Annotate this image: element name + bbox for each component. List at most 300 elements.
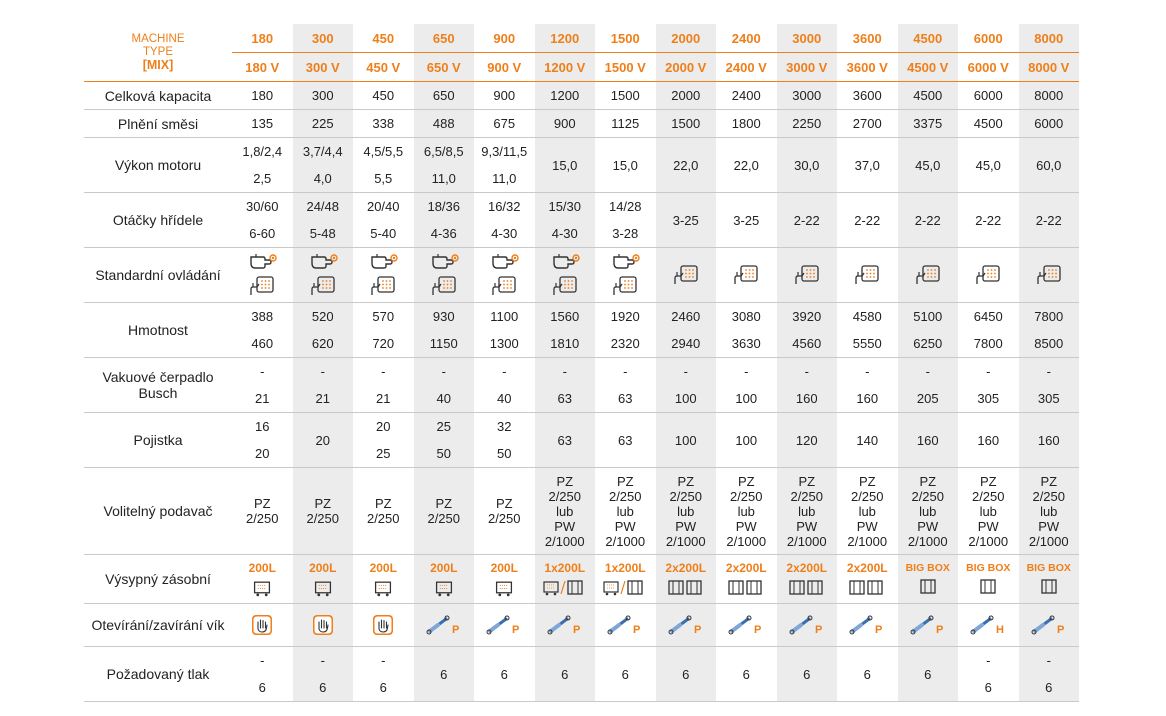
- hopper-label: 1x200L: [604, 561, 646, 575]
- stacked-values: [777, 358, 838, 412]
- feeder-line: PW: [917, 518, 939, 534]
- feeder-line: 2/250: [366, 511, 400, 526]
- value-cell: 2-22: [898, 193, 959, 248]
- feeder-line: PZ: [556, 473, 574, 489]
- feeder-line: lub: [979, 503, 997, 519]
- hopper-label: 2x200L: [786, 561, 828, 575]
- stacked-values: [232, 303, 293, 357]
- value-cell: [474, 358, 535, 413]
- value-cell: [837, 555, 898, 604]
- hopper-label: 2x200L: [846, 561, 888, 575]
- value-cell: [474, 604, 535, 647]
- hopper-icon: [535, 579, 596, 597]
- value-bottom: 1300: [489, 336, 519, 351]
- row-label: Celková kapacita: [84, 82, 232, 110]
- feeder-values: [837, 474, 898, 549]
- value-bottom: 50: [436, 446, 451, 461]
- value-cell: [232, 555, 293, 604]
- value-bottom: 5-48: [309, 226, 336, 241]
- feeder-line: 2/1000: [968, 533, 1009, 549]
- value-cell: [414, 468, 475, 555]
- model-header: 2400: [716, 24, 777, 53]
- touch-panel-icon: [353, 275, 414, 302]
- model-header: 1500: [595, 24, 656, 53]
- value-cell: [474, 413, 535, 468]
- value-cell: [656, 303, 717, 358]
- stacked-values: [353, 413, 414, 467]
- feeder-values: [716, 474, 777, 549]
- value-cell: 160: [898, 413, 959, 468]
- value-bottom: 2320: [610, 336, 640, 351]
- value-cell: [414, 358, 475, 413]
- value-top: 3920: [792, 309, 822, 324]
- stacked-values: [656, 303, 717, 357]
- stacked-values: [898, 358, 959, 412]
- model-header: 6000: [958, 24, 1019, 53]
- value-bottom: 63: [618, 391, 633, 406]
- stacked-values: [414, 193, 475, 247]
- value-top: 7800: [1034, 309, 1064, 324]
- value-cell: 338: [353, 110, 414, 138]
- stacked-values: [414, 358, 475, 412]
- stacked-values: [1019, 303, 1080, 357]
- model-header: 3600: [837, 24, 898, 53]
- feeder-line: PZ: [495, 496, 513, 511]
- hopper-icon: [474, 579, 535, 597]
- table-row: [84, 555, 1079, 604]
- feeder-line: 2/250: [850, 488, 884, 504]
- stacked-values: [535, 193, 596, 247]
- svg-text:P: P: [693, 624, 702, 636]
- value-cell: [353, 248, 414, 303]
- feeder-line: 2/1000: [847, 533, 888, 549]
- row-label: Otevírání/zavírání vík: [84, 604, 232, 647]
- hopper-icon: [293, 579, 354, 597]
- hopper-label: 200L: [309, 561, 337, 575]
- value-cell: [595, 555, 656, 604]
- table-row: [84, 193, 1079, 248]
- value-cell: [656, 604, 717, 647]
- value-cell: 63: [535, 413, 596, 468]
- table-row: [84, 647, 1079, 702]
- value-bottom: 6-60: [249, 226, 276, 241]
- value-top: 5100: [913, 309, 943, 324]
- type-header: 1200 V: [535, 53, 596, 82]
- value-top: 4,5/5,5: [363, 144, 404, 159]
- row-label: Standardní ovládání: [84, 248, 232, 303]
- feeder-line: 2/250: [790, 488, 824, 504]
- value-top: -: [623, 364, 628, 379]
- mix-label-text: [MIX]: [142, 57, 174, 72]
- table-row: [84, 248, 1079, 303]
- value-cell: [414, 248, 475, 303]
- value-bottom: 160: [856, 391, 879, 406]
- touch-panel-icon: [535, 275, 596, 302]
- model-header: 4500: [898, 24, 959, 53]
- feeder-line: 2/250: [608, 488, 642, 504]
- value-cell: 1125: [595, 110, 656, 138]
- type-header: 4500 V: [898, 53, 959, 82]
- value-bottom: 21: [315, 391, 330, 406]
- value-cell: [414, 138, 475, 193]
- value-top: 24/48: [306, 199, 340, 214]
- value-cell: 3000: [777, 82, 838, 110]
- hopper-label: 2x200L: [725, 561, 767, 575]
- feeder-values: [898, 474, 959, 549]
- type-row: [84, 53, 1079, 82]
- value-bottom: 5,5: [374, 171, 393, 186]
- value-cell: [958, 358, 1019, 413]
- touch-panel-icon: [777, 264, 838, 286]
- value-cell: [595, 303, 656, 358]
- value-cell: [898, 604, 959, 647]
- value-cell: [1019, 647, 1080, 702]
- value-cell: 1200: [535, 82, 596, 110]
- value-cell: 1500: [656, 110, 717, 138]
- type-header: 3600 V: [837, 53, 898, 82]
- touch-panel-icon: [595, 275, 656, 302]
- feeder-values: [293, 496, 354, 526]
- feeder-line: PW: [614, 518, 636, 534]
- value-top: 16: [255, 419, 270, 434]
- feeder-line: lub: [858, 503, 876, 519]
- hand-button-icon: [232, 248, 293, 275]
- value-bottom: 4-36: [430, 226, 457, 241]
- value-top: 520: [311, 309, 334, 324]
- svg-text:P: P: [814, 624, 823, 636]
- value-cell: 22,0: [656, 138, 717, 193]
- header-row: [84, 24, 1079, 53]
- value-top: -: [683, 364, 688, 379]
- value-cell: [232, 138, 293, 193]
- value-cell: 120: [777, 413, 838, 468]
- row-label: Vakuové čerpadlo Busch: [84, 358, 232, 413]
- value-cell: [1019, 604, 1080, 647]
- value-cell: [535, 604, 596, 647]
- value-top: 930: [432, 309, 455, 324]
- value-top: 3080: [731, 309, 761, 324]
- value-cell: [474, 468, 535, 555]
- row-label: Otáčky hřídele: [84, 193, 232, 248]
- stacked-values: [293, 303, 354, 357]
- hydraulic-cylinder-icon: [958, 613, 1019, 637]
- value-cell: [958, 468, 1019, 555]
- stacked-values: [595, 193, 656, 247]
- feeder-line: PZ: [616, 473, 634, 489]
- value-cell: [232, 248, 293, 303]
- value-top: -: [1046, 364, 1051, 379]
- control-icons: [293, 248, 354, 302]
- value-cell: 135: [232, 110, 293, 138]
- feeder-line: PZ: [314, 496, 332, 511]
- value-cell: [595, 358, 656, 413]
- table-row: [84, 82, 1079, 110]
- value-cell: [535, 193, 596, 248]
- value-cell: 3600: [837, 82, 898, 110]
- value-bottom: 21: [255, 391, 270, 406]
- value-cell: [837, 248, 898, 303]
- value-top: 388: [251, 309, 274, 324]
- feeder-line: 2/250: [427, 511, 461, 526]
- value-bottom: 3630: [731, 336, 761, 351]
- feeder-line: lub: [616, 503, 634, 519]
- value-cell: [293, 604, 354, 647]
- stacked-values: [474, 413, 535, 467]
- model-header: 450: [353, 24, 414, 53]
- value-cell: [353, 358, 414, 413]
- value-top: 32: [497, 419, 512, 434]
- value-bottom: 5550: [852, 336, 882, 351]
- table-row: [84, 138, 1079, 193]
- stacked-values: [232, 193, 293, 247]
- value-top: -: [502, 364, 507, 379]
- control-icons: [232, 248, 293, 302]
- value-cell: [232, 647, 293, 702]
- value-top: 20: [376, 419, 391, 434]
- hopper-icon: [898, 578, 959, 596]
- value-cell: [777, 555, 838, 604]
- value-cell: 3-25: [716, 193, 777, 248]
- value-cell: 4500: [898, 82, 959, 110]
- value-bottom: 620: [311, 336, 334, 351]
- value-bottom: 6: [379, 680, 387, 695]
- value-top: -: [381, 364, 386, 379]
- value-cell: 6: [595, 647, 656, 702]
- value-top: -: [260, 364, 265, 379]
- hopper-icon: [656, 579, 717, 597]
- value-cell: 6: [474, 647, 535, 702]
- pneumatic-cylinder-icon: [595, 613, 656, 637]
- value-bottom: 5-40: [370, 226, 397, 241]
- value-cell: 6: [777, 647, 838, 702]
- value-cell: [232, 468, 293, 555]
- value-cell: [535, 468, 596, 555]
- hand-icon: [293, 613, 354, 637]
- value-cell: 160: [958, 413, 1019, 468]
- feeder-line: PW: [675, 518, 697, 534]
- feeder-line: lub: [737, 503, 755, 519]
- type-header: 1500 V: [595, 53, 656, 82]
- model-header: 8000: [1019, 24, 1080, 53]
- svg-text:P: P: [1056, 624, 1065, 636]
- value-cell: [958, 647, 1019, 702]
- value-cell: [656, 555, 717, 604]
- value-top: 1100: [490, 309, 519, 324]
- value-bottom: 1810: [550, 336, 580, 351]
- row-label: Plnění směsi: [84, 110, 232, 138]
- model-header: 3000: [777, 24, 838, 53]
- hand-icon: [353, 613, 414, 637]
- feeder-line: PW: [554, 518, 576, 534]
- value-bottom: 100: [674, 391, 697, 406]
- control-icons: [474, 248, 535, 302]
- stacked-values: [293, 358, 354, 412]
- stacked-values: [414, 303, 475, 357]
- value-bottom: 20: [255, 446, 270, 461]
- value-cell: 900: [535, 110, 596, 138]
- hopper-icon: [414, 579, 475, 597]
- feeder-line: PZ: [1040, 473, 1058, 489]
- stacked-values: [535, 358, 596, 412]
- value-cell: [293, 358, 354, 413]
- feeder-line: PZ: [737, 473, 755, 489]
- value-cell: [232, 358, 293, 413]
- feeder-line: lub: [798, 503, 816, 519]
- value-cell: [716, 468, 777, 555]
- stacked-values: [716, 358, 777, 412]
- value-cell: [353, 647, 414, 702]
- hand-button-icon: [595, 248, 656, 275]
- stacked-values: [414, 413, 475, 467]
- value-bottom: 460: [251, 336, 274, 351]
- stacked-values: [898, 303, 959, 357]
- table-row: [84, 110, 1079, 138]
- stacked-values: [293, 647, 354, 701]
- value-cell: [595, 248, 656, 303]
- hand-button-icon: [535, 248, 596, 275]
- feeder-line: 2/1000: [544, 533, 585, 549]
- value-top: 6450: [973, 309, 1003, 324]
- stacked-values: [535, 303, 596, 357]
- svg-text:P: P: [875, 624, 883, 636]
- value-bottom: 6250: [913, 336, 943, 351]
- value-cell: [353, 193, 414, 248]
- value-top: 15/30: [548, 199, 582, 214]
- value-cell: [837, 604, 898, 647]
- hopper-icon: [1019, 578, 1080, 596]
- feeder-values: [595, 474, 656, 549]
- feeder-values: [353, 496, 414, 526]
- value-cell: [777, 303, 838, 358]
- value-cell: 63: [595, 413, 656, 468]
- touch-panel-icon: [293, 275, 354, 302]
- table-row: [84, 468, 1079, 555]
- hopper-icon: [232, 579, 293, 597]
- table-row: [84, 358, 1079, 413]
- value-cell: [353, 468, 414, 555]
- control-icons: [535, 248, 596, 302]
- feeder-line: 2/250: [245, 511, 279, 526]
- control-icons: [414, 248, 475, 302]
- type-header: 6000 V: [958, 53, 1019, 82]
- feeder-line: PZ: [374, 496, 392, 511]
- value-bottom: 3-28: [612, 226, 639, 241]
- value-cell: 300: [293, 82, 354, 110]
- type-header: 650 V: [414, 53, 475, 82]
- value-top: 1,8/2,4: [242, 144, 283, 159]
- value-top: -: [744, 364, 749, 379]
- type-header: 180 V: [232, 53, 293, 82]
- spec-table: [84, 24, 1079, 702]
- value-cell: [716, 248, 777, 303]
- table-row: [84, 413, 1079, 468]
- value-cell: 6: [656, 647, 717, 702]
- type-header: 450 V: [353, 53, 414, 82]
- svg-text:P: P: [451, 624, 460, 636]
- stacked-values: [1019, 647, 1080, 701]
- machine-type-header: [84, 24, 232, 82]
- stacked-values: [232, 358, 293, 412]
- value-bottom: 305: [1037, 391, 1060, 406]
- feeder-line: 2/1000: [605, 533, 646, 549]
- value-cell: [232, 413, 293, 468]
- feeder-line: 2/250: [548, 488, 582, 504]
- value-top: -: [320, 364, 325, 379]
- stacked-values: [353, 647, 414, 701]
- value-bottom: 4,0: [313, 171, 332, 186]
- hand-button-icon: [414, 248, 475, 275]
- value-top: 2460: [671, 309, 701, 324]
- value-cell: [1019, 303, 1080, 358]
- value-top: -: [865, 364, 870, 379]
- stacked-values: [232, 647, 293, 701]
- type-header: 8000 V: [1019, 53, 1080, 82]
- value-cell: [1019, 468, 1080, 555]
- value-cell: [958, 555, 1019, 604]
- value-cell: [837, 303, 898, 358]
- value-cell: [535, 248, 596, 303]
- hopper-label: 200L: [248, 561, 276, 575]
- value-cell: 2-22: [777, 193, 838, 248]
- value-cell: [958, 303, 1019, 358]
- feeder-line: lub: [677, 503, 695, 519]
- row-label: Výsypný zásobní: [84, 555, 232, 604]
- value-cell: [837, 468, 898, 555]
- value-top: -: [562, 364, 567, 379]
- feeder-line: 2/1000: [726, 533, 767, 549]
- touch-panel-icon: [716, 264, 777, 286]
- value-top: 16/32: [487, 199, 521, 214]
- feeder-line: lub: [919, 503, 937, 519]
- value-cell: [535, 555, 596, 604]
- pneumatic-cylinder-icon: [656, 613, 717, 637]
- hopper-label: 200L: [430, 561, 458, 575]
- value-cell: [1019, 358, 1080, 413]
- feeder-values: [414, 496, 475, 526]
- hand-button-icon: [293, 248, 354, 275]
- svg-text:P: P: [633, 624, 641, 636]
- touch-panel-icon: [837, 264, 898, 286]
- value-top: 14/28: [608, 199, 642, 214]
- value-bottom: 6: [1045, 680, 1053, 695]
- value-top: 25: [436, 419, 451, 434]
- value-cell: 60,0: [1019, 138, 1080, 193]
- value-cell: 4500: [958, 110, 1019, 138]
- value-bottom: 4560: [792, 336, 822, 351]
- value-bottom: 11,0: [492, 171, 517, 186]
- hopper-icon: [595, 579, 656, 597]
- feeder-line: PZ: [253, 496, 271, 511]
- value-cell: 675: [474, 110, 535, 138]
- touch-panel-icon: [414, 275, 475, 302]
- value-cell: [595, 193, 656, 248]
- feeder-line: 2/250: [911, 488, 945, 504]
- value-cell: 2-22: [837, 193, 898, 248]
- stacked-values: [595, 303, 656, 357]
- feeder-line: PW: [856, 518, 878, 534]
- feeder-line: lub: [556, 503, 574, 519]
- row-label: Pojistka: [84, 413, 232, 468]
- stacked-values: [474, 138, 535, 192]
- value-cell: [716, 555, 777, 604]
- value-bottom: 160: [795, 391, 818, 406]
- value-cell: [232, 303, 293, 358]
- value-bottom: 50: [497, 446, 512, 461]
- stacked-values: [293, 138, 354, 192]
- value-cell: 100: [656, 413, 717, 468]
- value-cell: 6000: [958, 82, 1019, 110]
- type-header: 3000 V: [777, 53, 838, 82]
